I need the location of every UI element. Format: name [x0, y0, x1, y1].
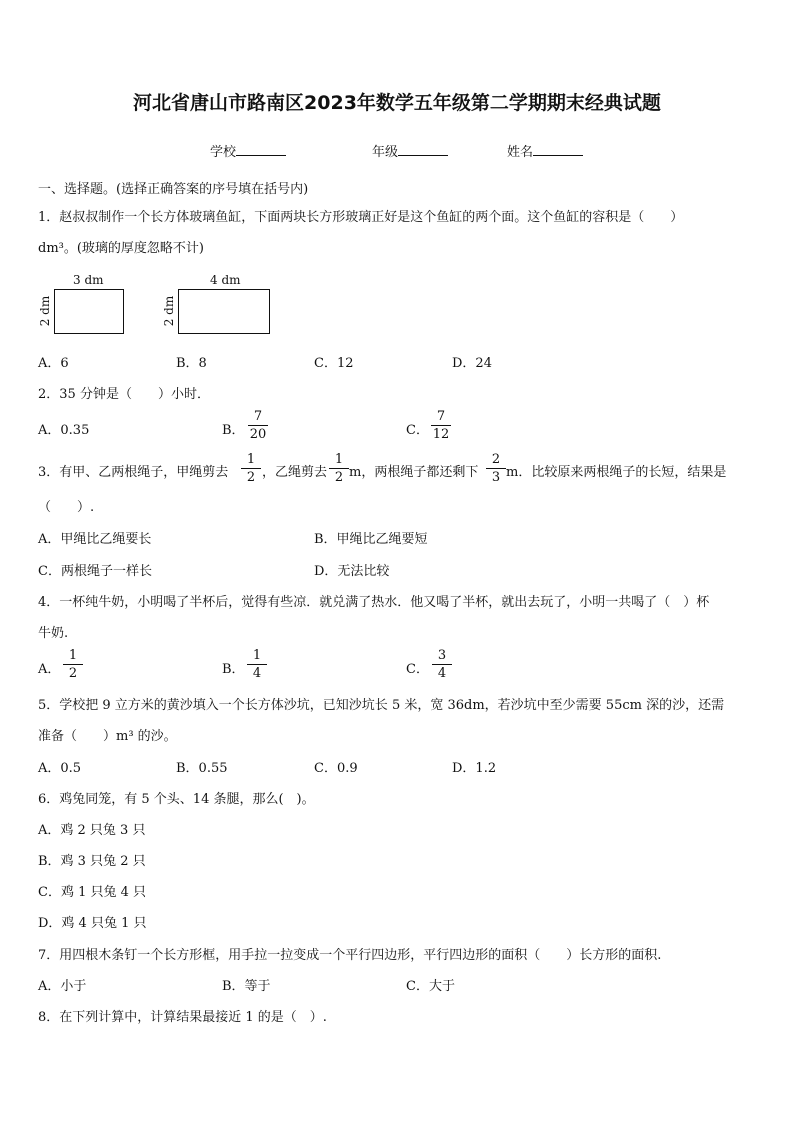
q3-stem-part2: ，乙绳剪去 [262, 465, 328, 480]
q3-fraction-2 [327, 452, 351, 485]
q4-b-denominator: 4 [252, 666, 262, 681]
q3-stem-line2: （ ）. [38, 500, 95, 515]
q4-option-a-fraction [61, 648, 85, 681]
q4-c-numerator: 3 [437, 648, 447, 663]
name-label: 姓名 [507, 145, 534, 160]
q4-c-denominator: 4 [437, 666, 447, 681]
q7-option-b[interactable]: B．等于 [222, 979, 271, 994]
q7-stem: 7．用四根木条钉一个长方形框，用手拉一拉变成一个平行四边形，平行四边形的面积（ ）长方形的面积. [38, 948, 662, 963]
page-title: 河北省唐山市路南区2023年数学五年级第二学期期末经典试题 [133, 92, 661, 114]
q3-fraction-3 [484, 452, 508, 485]
q3-f1-denominator: 2 [246, 470, 256, 485]
q4-b-numerator: 1 [252, 648, 262, 663]
q2-stem: 2．35 分钟是（ ）小时． [38, 387, 210, 402]
q3-stem-part1: 3．有甲、乙两根绳子，甲绳剪去 [38, 465, 229, 480]
q2-option-a[interactable]: A．0.35 [38, 423, 90, 438]
q2-option-c[interactable]: C． [406, 423, 429, 438]
q5-stem-line2: 准备（ ）m³ 的沙。 [38, 729, 177, 744]
fig1-rectangle [54, 289, 124, 334]
q7-option-a[interactable]: A．小于 [38, 979, 87, 994]
q3-f3-numerator: 2 [491, 452, 501, 467]
q4-a-denominator: 2 [68, 666, 78, 681]
q3-fraction-1 [239, 452, 263, 485]
fig2-side-label: 2 dm [162, 295, 176, 327]
q4-option-b-fraction [245, 648, 269, 681]
name-field [507, 143, 583, 161]
school-label: 学校 [210, 145, 237, 160]
q6-option-c[interactable]: C．鸡 1 只兔 4 只 [38, 885, 147, 900]
q1-option-b[interactable]: B．8 [176, 356, 207, 371]
q2-b-denominator: 20 [249, 427, 267, 442]
q2-b-numerator: 7 [253, 409, 263, 424]
q3-stem-part3: m，两根绳子都还剩下 [349, 465, 479, 480]
q3-option-c[interactable]: C．两根绳子一样长 [38, 564, 152, 579]
school-field [210, 143, 286, 161]
q5-option-a[interactable]: A．0.5 [38, 761, 82, 776]
q2-option-b-fraction [246, 409, 270, 442]
q3-f1-numerator: 1 [246, 452, 256, 467]
name-blank [533, 143, 583, 156]
q8-stem: 8．在下列计算中，计算结果最接近 1 的是（ ）. [38, 1010, 327, 1025]
q4-stem-line1: 4．一杯纯牛奶，小明喝了半杯后，觉得有些凉．就兑满了热水．他又喝了半杯，就出去玩了，小明一共喝了（ ）杯 [38, 595, 710, 610]
q1-stem-line1: 1．赵叔叔制作一个长方体玻璃鱼缸，下面两块长方形玻璃正好是这个鱼缸的两个面。这个鱼缸的容积是（ ） [38, 210, 684, 225]
q3-option-d[interactable]: D．无法比较 [314, 564, 390, 579]
fig1-top-label: 3 dm [73, 273, 104, 287]
q3-stem-part4: m．比较原来两根绳子的长短，结果是 [506, 465, 727, 480]
q2-c-numerator: 7 [436, 409, 446, 424]
q6-option-b[interactable]: B．鸡 3 只兔 2 只 [38, 854, 146, 869]
q1-option-d[interactable]: D．24 [452, 356, 492, 371]
q5-option-c[interactable]: C．0.9 [314, 761, 358, 776]
q7-option-c[interactable]: C．大于 [406, 979, 455, 994]
q3-option-a[interactable]: A．甲绳比乙绳要长 [38, 532, 152, 547]
q4-option-b[interactable]: B． [222, 662, 245, 677]
q3-f2-numerator: 1 [334, 452, 344, 467]
q5-stem-line1: 5．学校把 9 立方米的黄沙填入一个长方体沙坑，已知沙坑长 5 米，宽 36dm，若沙坑中至少需要 55cm 深的沙，还需 [38, 698, 725, 713]
q4-option-c-fraction [430, 648, 454, 681]
grade-blank [398, 143, 448, 156]
q4-option-a[interactable]: A． [38, 662, 61, 677]
q5-option-d[interactable]: D．1.2 [452, 761, 497, 776]
q4-a-numerator: 1 [68, 648, 78, 663]
q6-stem: 6．鸡兔同笼，有 5 个头、14 条腿，那么( )。 [38, 792, 315, 807]
school-blank [236, 143, 286, 156]
q1-option-a[interactable]: A．6 [38, 356, 69, 371]
fig2-rectangle [178, 289, 270, 334]
grade-label: 年级 [372, 145, 399, 160]
grade-field [372, 143, 448, 161]
fig1-side-label: 2 dm [38, 295, 52, 327]
q4-option-c[interactable]: C． [406, 662, 429, 677]
q3-option-b[interactable]: B．甲绳比乙绳要短 [314, 532, 428, 547]
fig2-top-label: 4 dm [210, 273, 241, 287]
q2-option-c-fraction [429, 409, 453, 442]
q2-c-denominator: 12 [432, 427, 450, 442]
q2-option-b[interactable]: B． [222, 423, 245, 438]
section-heading: 一、选择题。(选择正确答案的序号填在括号内) [38, 182, 309, 197]
q1-stem-line2: dm³。(玻璃的厚度忽略不计) [38, 241, 205, 256]
q6-option-d[interactable]: D．鸡 4 只兔 1 只 [38, 916, 147, 931]
q4-stem-line2: 牛奶. [38, 626, 69, 641]
q1-option-c[interactable]: C．12 [314, 356, 354, 371]
q3-f3-denominator: 3 [491, 470, 501, 485]
q5-option-b[interactable]: B．0.55 [176, 761, 228, 776]
q6-option-a[interactable]: A．鸡 2 只兔 3 只 [38, 823, 146, 838]
q3-f2-denominator: 2 [334, 470, 344, 485]
